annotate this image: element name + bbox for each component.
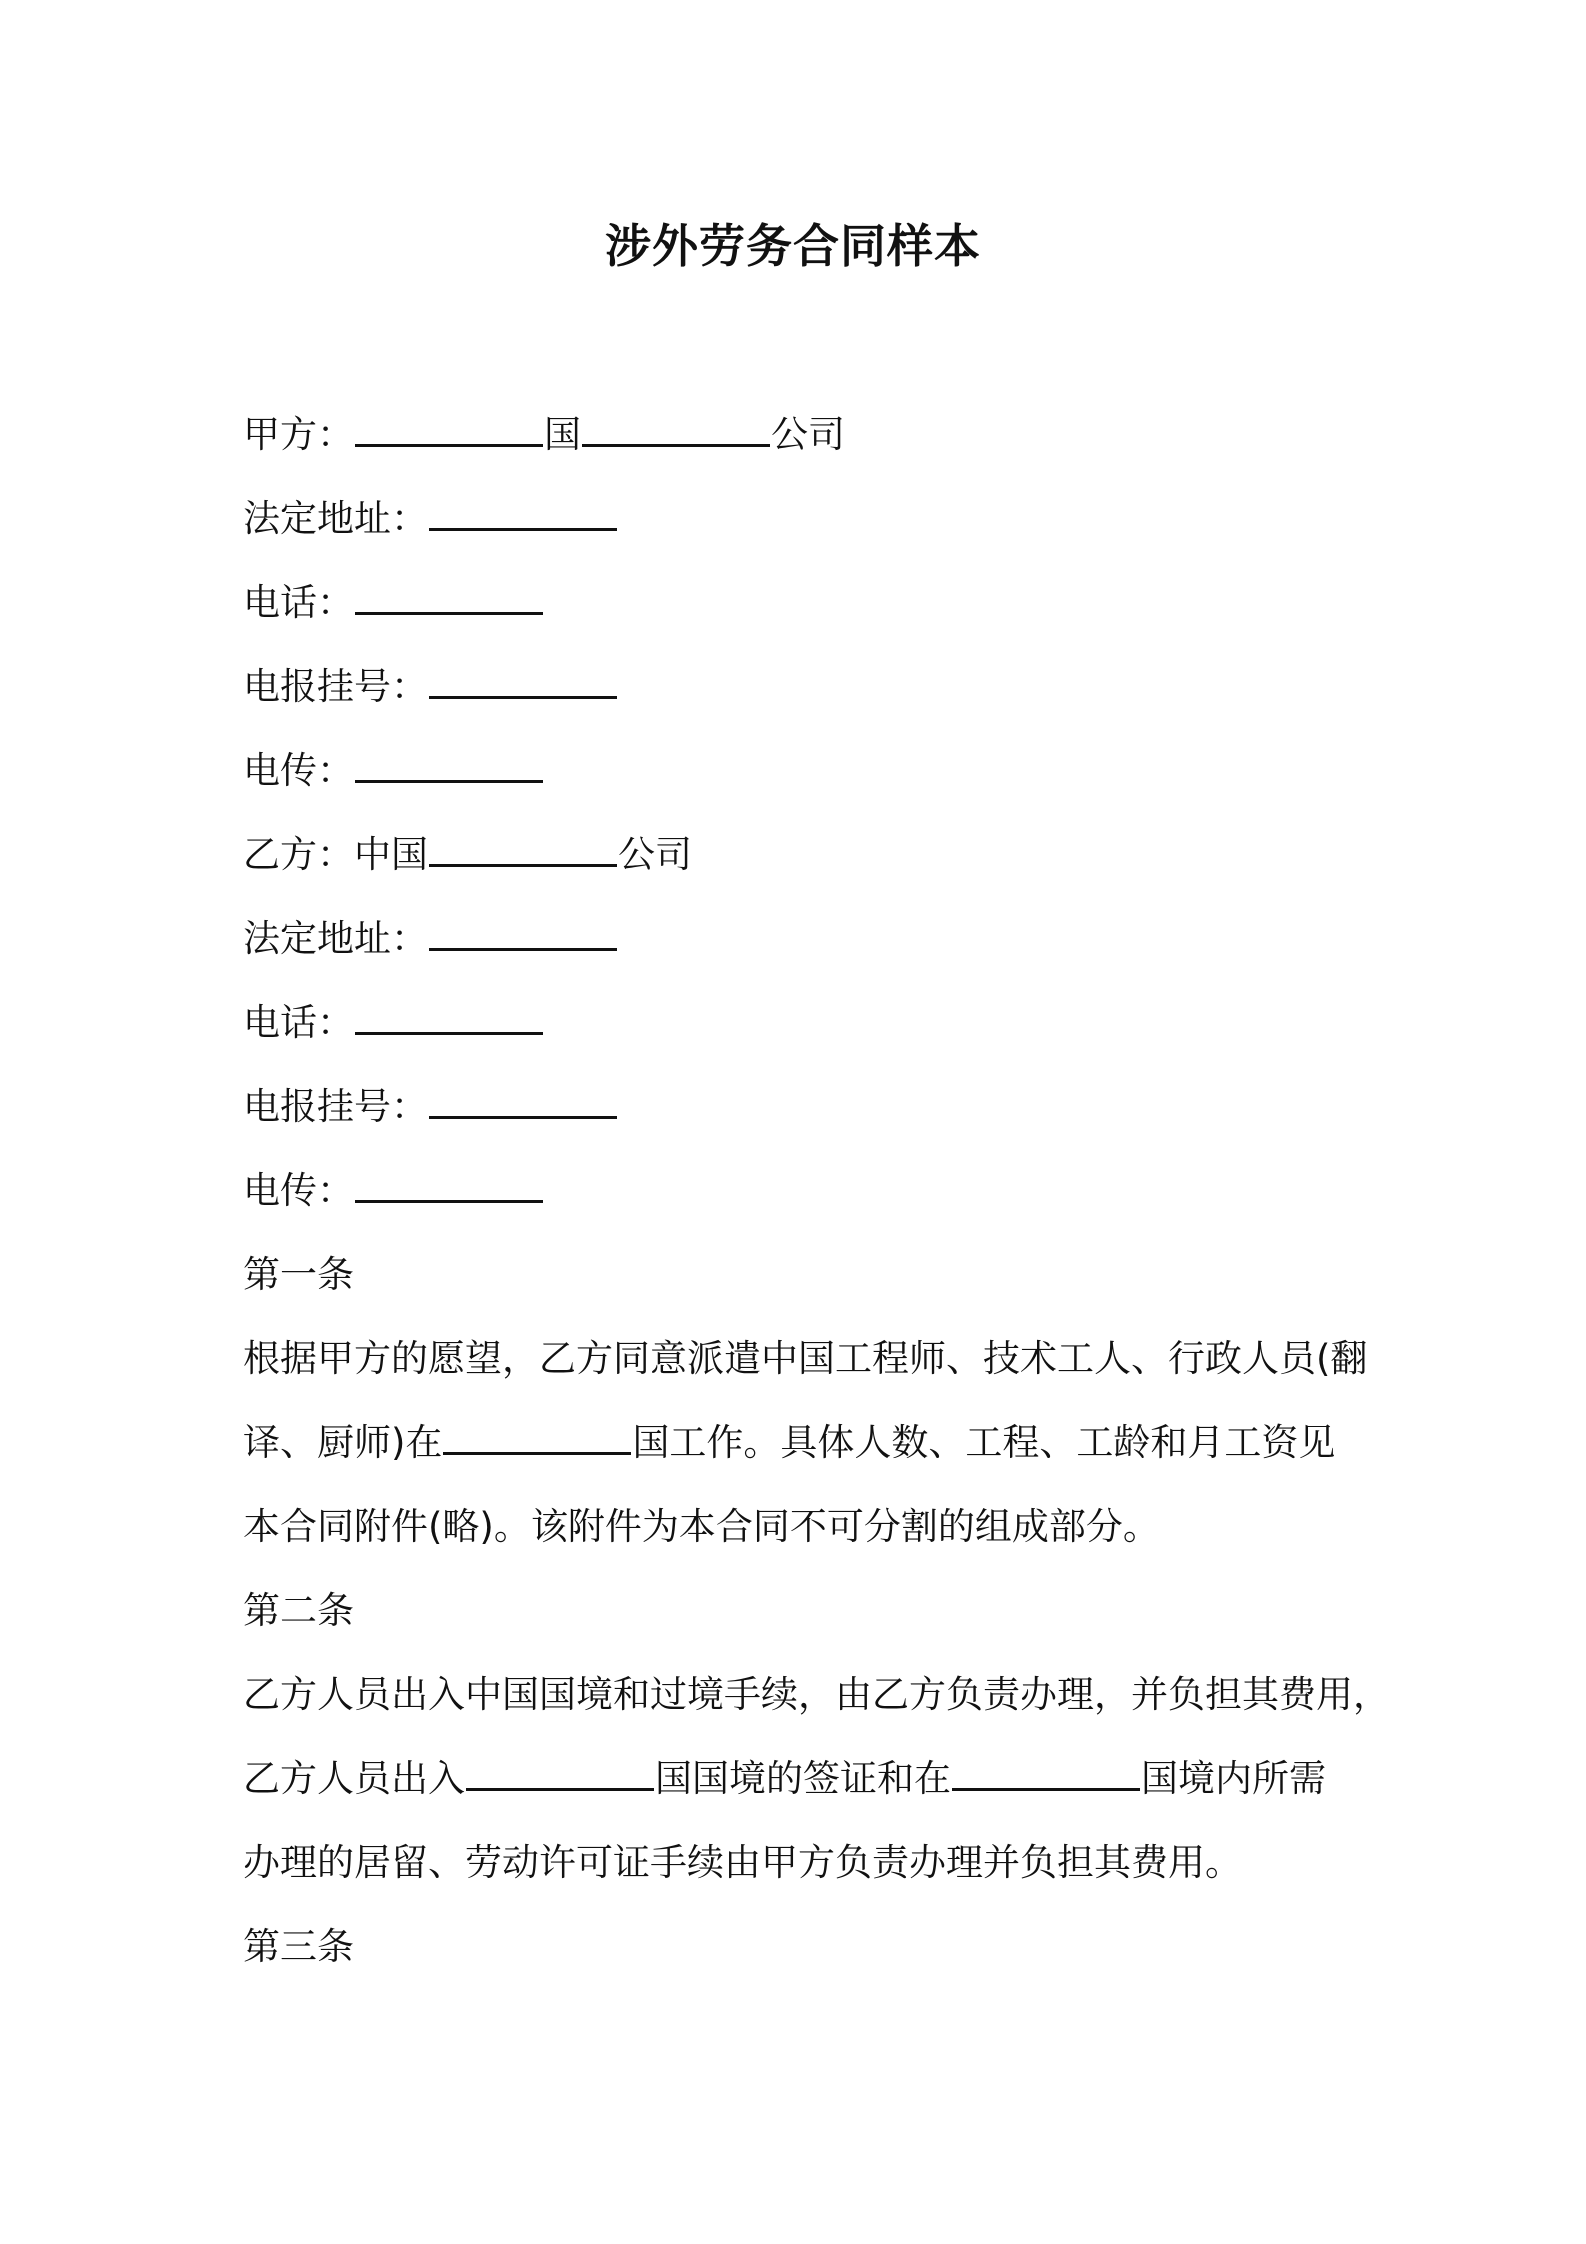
- party-a-phone-blank: [355, 578, 543, 615]
- party-a-telex-line: [243, 746, 544, 796]
- party-a-cable-label: 电报挂号：: [243, 665, 428, 708]
- party-b-address-blank: [429, 914, 617, 951]
- party-b-phone-blank: [355, 998, 543, 1035]
- article-2-line-2-b: 国国境的签证和在: [655, 1757, 951, 1800]
- party-b-telex-label: 电传：: [243, 1169, 354, 1212]
- party-a-cable-blank: [429, 662, 617, 699]
- article-1-line-1: 根据甲方的愿望，乙方同意派遣中国工程师、技术工人、行政人员(翻: [243, 1337, 1368, 1380]
- party-a-address-line: [243, 494, 618, 544]
- article-2-line-1: 乙方人员出入中国国境和过境手续，由乙方负责办理，并负担其费用，: [243, 1673, 1390, 1716]
- party-b-line: [243, 830, 692, 880]
- party-a-company-suffix: 公司: [771, 413, 845, 456]
- article-2-line-2-c: 国境内所需: [1141, 1757, 1326, 1800]
- party-a-address-blank: [429, 494, 617, 531]
- party-a-country-blank: [355, 410, 543, 447]
- party-b-telex-line: [243, 1166, 544, 1216]
- party-a-address-label: 法定地址：: [243, 497, 428, 540]
- article-1-line-2-pre: 译、厨师)在: [243, 1421, 443, 1464]
- party-b-cable-label: 电报挂号：: [243, 1085, 428, 1128]
- article-1-line-3: 本合同附件(略)。该附件为本合同不可分割的组成部分。: [243, 1505, 1160, 1548]
- article-2-heading: 第二条: [243, 1589, 354, 1632]
- party-b-address-line: [243, 914, 618, 964]
- party-b-label: 乙方：: [243, 833, 354, 876]
- party-a-telex-blank: [355, 746, 543, 783]
- party-a-line: [243, 410, 845, 460]
- party-a-country-suffix: 国: [544, 413, 581, 456]
- party-a-company-blank: [582, 410, 770, 447]
- article-3-heading: 第三条: [243, 1925, 354, 1968]
- article-2-line-2: [243, 1754, 1326, 1804]
- article-2-line-3: 办理的居留、劳动许可证手续由甲方负责办理并负担其费用。: [243, 1841, 1242, 1884]
- article-2-country-blank-2: [952, 1754, 1140, 1791]
- party-a-phone-label: 电话：: [243, 581, 354, 624]
- party-a-label: 甲方：: [243, 413, 354, 456]
- party-a-telex-label: 电传：: [243, 749, 354, 792]
- party-b-company-suffix: 公司: [618, 833, 692, 876]
- article-2-country-blank-1: [466, 1754, 654, 1791]
- article-1-line-2: [243, 1418, 1335, 1468]
- party-a-phone-line: [243, 578, 544, 628]
- party-b-company-blank: [429, 830, 617, 867]
- party-b-telex-blank: [355, 1166, 543, 1203]
- party-b-phone-label: 电话：: [243, 1001, 354, 1044]
- party-a-cable-line: [243, 662, 618, 712]
- article-1-heading: 第一条: [243, 1253, 354, 1296]
- party-b-address-label: 法定地址：: [243, 917, 428, 960]
- article-1-country-blank: [443, 1418, 631, 1455]
- party-b-cable-line: [243, 1082, 618, 1132]
- party-b-country-prefix: 中国: [354, 833, 428, 876]
- article-2-line-2-a: 乙方人员出入: [243, 1757, 465, 1800]
- article-1-line-2-post: 国工作。具体人数、工程、工龄和月工资见: [632, 1421, 1336, 1464]
- party-b-phone-line: [243, 998, 544, 1048]
- document-title: 涉外劳务合同样本: [605, 219, 981, 273]
- party-b-cable-blank: [429, 1082, 617, 1119]
